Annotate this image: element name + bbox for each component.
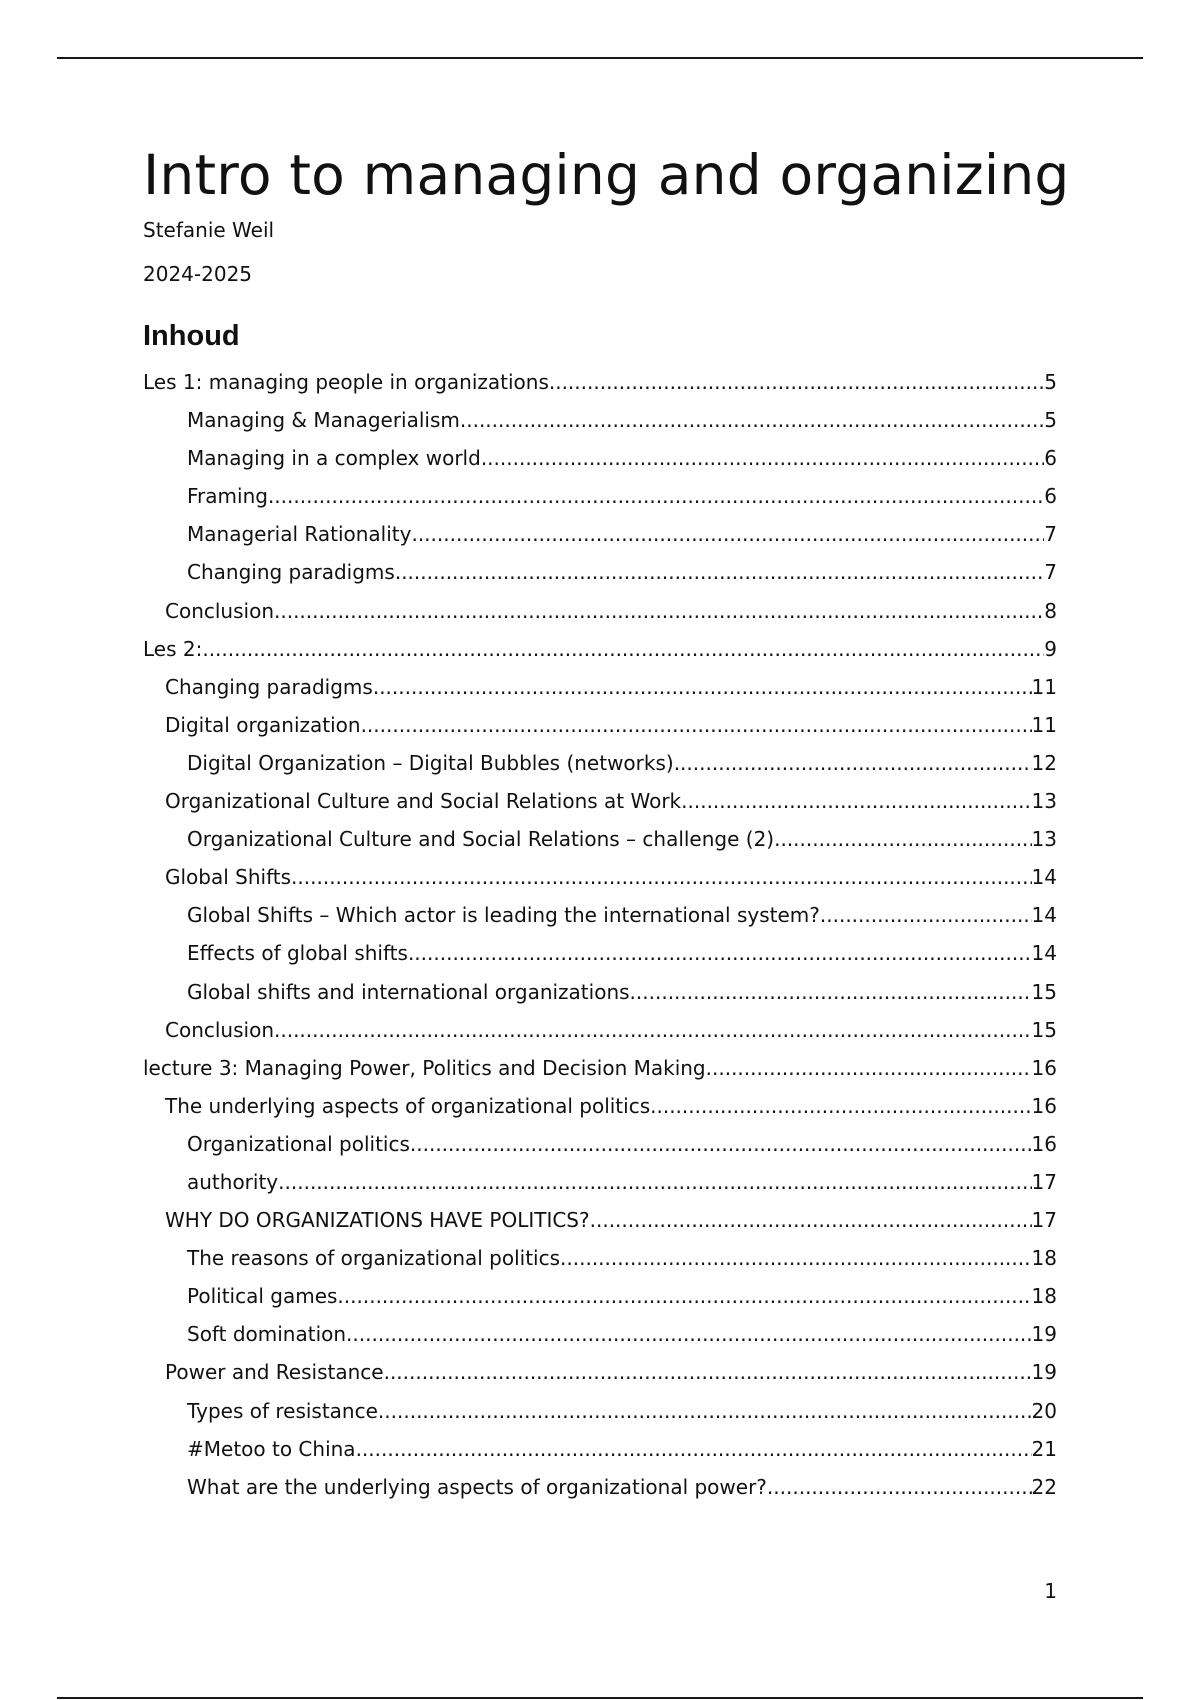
toc-entry-page: 16: [1031, 1055, 1057, 1080]
toc-entry-page: 13: [1031, 827, 1057, 852]
toc-entry-label: Power and Resistance: [165, 1360, 384, 1385]
toc-entry-page: 20: [1031, 1398, 1057, 1423]
toc-dot-leader: [590, 1201, 1032, 1239]
toc-entry-label: Soft domination: [187, 1322, 347, 1347]
toc-entry-page: 17: [1031, 1208, 1057, 1233]
toc-entry-page: 18: [1031, 1284, 1057, 1309]
toc-entry[interactable]: [143, 477, 1057, 515]
toc-entry-label: Framing: [187, 484, 268, 509]
toc-entry-label: authority: [187, 1169, 279, 1194]
toc-entry-label: Global Shifts – Which actor is leading the international system?: [187, 903, 820, 928]
toc-dot-leader: [706, 1049, 1032, 1087]
toc-dot-leader: [202, 630, 1044, 668]
toc-entry-label: Global Shifts: [165, 865, 292, 890]
bottom-rule: [57, 1697, 1143, 1699]
toc-dot-leader: [411, 515, 1044, 553]
document-title: Intro to managing and organizing: [143, 143, 1070, 207]
toc-entry[interactable]: [143, 820, 1057, 858]
toc-entry[interactable]: [143, 973, 1057, 1011]
toc-entry-label: Changing paradigms: [187, 560, 395, 585]
toc-entry-label: Managing in a complex world: [187, 446, 481, 471]
toc-dot-leader: [278, 1163, 1031, 1201]
toc-entry[interactable]: [143, 1239, 1057, 1277]
toc-entry-label: Effects of global shifts: [187, 941, 408, 966]
toc-entry[interactable]: [143, 1277, 1057, 1315]
toc-dot-leader: [410, 1125, 1032, 1163]
toc-entry[interactable]: [143, 592, 1057, 630]
toc-entry[interactable]: [143, 363, 1057, 401]
toc-entry-label: Managerial Rationality: [187, 522, 412, 547]
toc-entry-label: Global shifts and international organizations: [187, 979, 630, 1004]
toc-entry[interactable]: [143, 1315, 1057, 1353]
toc-dot-leader: [274, 1011, 1032, 1049]
toc-entry-label: Managing & Managerialism: [187, 408, 460, 433]
toc-entry[interactable]: [143, 553, 1057, 591]
toc-dot-leader: [373, 668, 1032, 706]
toc-entry[interactable]: [143, 934, 1057, 972]
top-rule: [57, 57, 1143, 59]
toc-entry-label: #Metoo to China: [187, 1436, 356, 1461]
toc-entry-label: Digital Organization – Digital Bubbles (networks): [187, 750, 674, 775]
toc-entry-page: 14: [1031, 903, 1057, 928]
toc-entry[interactable]: [143, 744, 1057, 782]
table-of-contents: [143, 363, 1057, 1506]
toc-entry-page: 5: [1044, 408, 1057, 433]
toc-dot-leader: [268, 477, 1044, 515]
toc-entry-page: 13: [1031, 789, 1057, 814]
toc-entry[interactable]: [143, 1468, 1057, 1506]
page-number: 1: [1044, 1579, 1057, 1603]
toc-entry[interactable]: [143, 1201, 1057, 1239]
author-name: Stefanie Weil: [143, 218, 275, 242]
toc-entry-page: 11: [1031, 674, 1057, 699]
toc-entry-page: 5: [1044, 370, 1057, 394]
toc-entry[interactable]: [143, 706, 1057, 744]
toc-entry-label: Conclusion: [165, 1017, 274, 1042]
toc-entry[interactable]: [143, 1430, 1057, 1468]
toc-dot-leader: [630, 973, 1032, 1011]
toc-dot-leader: [549, 363, 1044, 401]
toc-dot-leader: [681, 782, 1031, 820]
toc-entry-page: 8: [1044, 598, 1057, 623]
toc-entry-page: 7: [1044, 560, 1057, 585]
toc-dot-leader: [820, 896, 1032, 934]
toc-entry-page: 6: [1044, 484, 1057, 509]
toc-dot-leader: [361, 706, 1032, 744]
toc-entry[interactable]: [143, 630, 1057, 668]
toc-dot-leader: [274, 592, 1044, 630]
toc-entry-label: What are the underlying aspects of organizational power?: [187, 1474, 767, 1499]
toc-dot-leader: [460, 401, 1044, 439]
toc-entry-page: 19: [1031, 1322, 1057, 1347]
toc-entry[interactable]: [143, 1087, 1057, 1125]
toc-dot-leader: [650, 1087, 1031, 1125]
toc-entry-page: 16: [1031, 1093, 1057, 1118]
toc-dot-leader: [378, 1392, 1032, 1430]
toc-dot-leader: [337, 1277, 1031, 1315]
toc-entry[interactable]: [143, 515, 1057, 553]
toc-entry[interactable]: [143, 896, 1057, 934]
toc-entry-label: Organizational Culture and Social Relations at Work: [165, 789, 682, 814]
toc-entry-label: lecture 3: Managing Power, Politics and Decision Making: [143, 1055, 706, 1080]
toc-entry[interactable]: [143, 439, 1057, 477]
toc-dot-leader: [767, 1468, 1032, 1506]
toc-dot-leader: [384, 1353, 1032, 1391]
toc-entry-label: WHY DO ORGANIZATIONS HAVE POLITICS?: [165, 1208, 590, 1233]
toc-entry-page: 21: [1031, 1436, 1057, 1461]
toc-entry-label: Types of resistance: [187, 1398, 378, 1423]
toc-entry[interactable]: [143, 1163, 1057, 1201]
toc-dot-leader: [408, 934, 1032, 972]
toc-entry-page: 22: [1031, 1474, 1057, 1499]
toc-entry-label: The reasons of organizational politics: [187, 1246, 561, 1271]
toc-entry[interactable]: [143, 1392, 1057, 1430]
toc-dot-leader: [481, 439, 1044, 477]
toc-entry[interactable]: [143, 1049, 1057, 1087]
toc-entry-page: 19: [1031, 1360, 1057, 1385]
toc-entry-page: 7: [1044, 522, 1057, 547]
toc-entry[interactable]: [143, 1125, 1057, 1163]
toc-dot-leader: [356, 1430, 1032, 1468]
toc-entry-label: Digital organization: [165, 712, 361, 737]
toc-entry-label: Conclusion: [165, 598, 274, 623]
toc-entry-label: Les 2:: [143, 636, 203, 661]
toc-entry-label: Les 1: managing people in organizations: [143, 370, 549, 394]
toc-entry-label: Political games: [187, 1284, 338, 1309]
toc-entry-page: 18: [1031, 1246, 1057, 1271]
toc-entry-page: 12: [1031, 750, 1057, 775]
toc-heading: Inhoud: [143, 320, 240, 352]
toc-entry[interactable]: [143, 1353, 1057, 1391]
toc-entry[interactable]: [143, 858, 1057, 896]
toc-dot-leader: [346, 1315, 1032, 1353]
toc-entry-label: The underlying aspects of organizational politics: [165, 1093, 651, 1118]
toc-entry-page: 11: [1031, 712, 1057, 737]
toc-entry-label: Changing paradigms: [165, 674, 373, 699]
toc-entry-page: 9: [1044, 636, 1057, 661]
toc-entry[interactable]: [143, 782, 1057, 820]
toc-entry[interactable]: [143, 1011, 1057, 1049]
toc-dot-leader: [560, 1239, 1032, 1277]
toc-dot-leader: [291, 858, 1032, 896]
toc-entry-label: Organizational Culture and Social Relations – challenge (2): [187, 827, 775, 852]
toc-entry-page: 14: [1031, 941, 1057, 966]
toc-entry-label: Organizational politics: [187, 1131, 410, 1156]
toc-dot-leader: [674, 744, 1032, 782]
toc-dot-leader: [774, 820, 1031, 858]
toc-entry-page: 15: [1031, 979, 1057, 1004]
toc-entry-page: 15: [1031, 1017, 1057, 1042]
toc-entry-page: 6: [1044, 446, 1057, 471]
toc-entry-page: 16: [1031, 1131, 1057, 1156]
toc-dot-leader: [395, 553, 1044, 591]
toc-entry[interactable]: [143, 401, 1057, 439]
toc-entry[interactable]: [143, 668, 1057, 706]
toc-entry-page: 14: [1031, 865, 1057, 890]
toc-entry-page: 17: [1031, 1169, 1057, 1194]
academic-year: 2024-2025: [143, 262, 253, 286]
document-body: [143, 135, 1070, 1506]
